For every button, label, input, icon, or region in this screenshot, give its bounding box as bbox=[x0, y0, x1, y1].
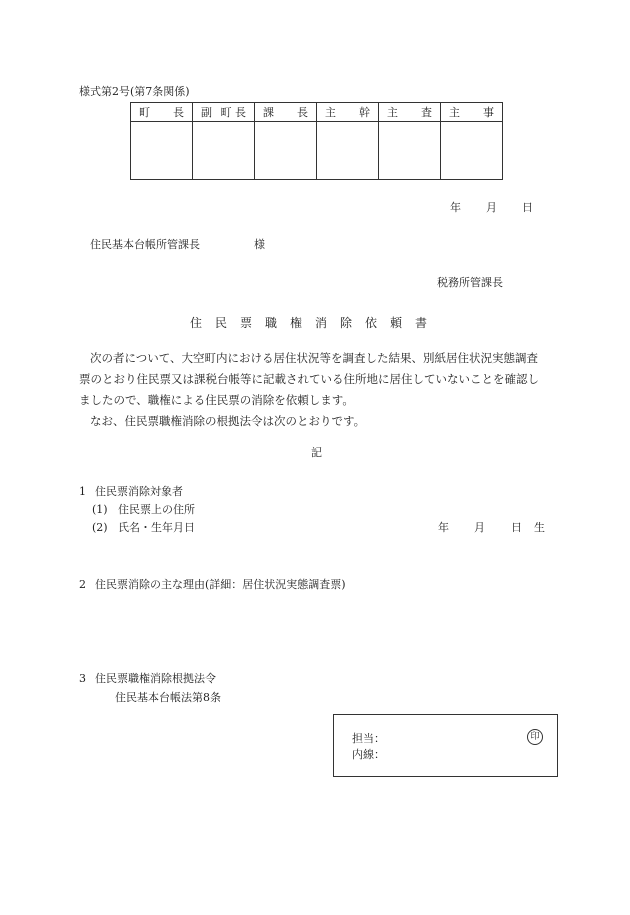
body-line-2: 票のとおり住民票又は課税台帳等に記載されている住所地に居住していないことを確認し bbox=[79, 372, 539, 386]
approval-stamp-cell[interactable] bbox=[441, 122, 503, 180]
body-line-3: ましたので、職権による住民票の消除を依頼します。 bbox=[79, 393, 354, 407]
seal-mark-icon: 印 bbox=[527, 729, 543, 745]
approval-header-row bbox=[131, 103, 503, 122]
approval-header-mayor: 町 長 bbox=[131, 103, 193, 122]
body-line-4: なお、住民票職権消除の根拠法令は次のとおりです。 bbox=[90, 414, 366, 428]
body-line-1: 次の者について、大空町内における居住状況等を調査した結果、別紙居住状況実態調査 bbox=[90, 351, 539, 365]
approval-header-clerk: 主 事 bbox=[441, 103, 503, 122]
contact-person-label: 担当： bbox=[352, 732, 385, 745]
section2-number: 2 bbox=[79, 578, 86, 591]
approval-header-senior-officer: 主 幹 bbox=[317, 103, 379, 122]
approval-stamp-cell[interactable] bbox=[131, 122, 193, 180]
date-day: 日 bbox=[522, 201, 533, 214]
section2-heading: 住民票消除の主な理由(詳細：居住状況実態調査票) bbox=[95, 578, 346, 591]
contact-box bbox=[333, 714, 558, 777]
date-month: 月 bbox=[486, 201, 497, 214]
section1-number: 1 bbox=[79, 485, 86, 498]
section1-item2-label: 氏名・生年月日 bbox=[118, 521, 195, 534]
approval-stamp-cell[interactable] bbox=[255, 122, 317, 180]
section1-item1-number: (1) bbox=[92, 503, 108, 516]
section1-item1-label: 住民票上の住所 bbox=[118, 503, 195, 516]
body-text bbox=[79, 348, 559, 432]
section3-law: 住民基本台帳法第8条 bbox=[115, 691, 221, 704]
birth-day: 日 bbox=[511, 521, 522, 534]
section3-heading: 住民票職権消除根拠法令 bbox=[95, 672, 216, 685]
section3-number: 3 bbox=[79, 672, 86, 685]
date-year: 年 bbox=[450, 201, 461, 214]
addressee-honorific: 様 bbox=[254, 238, 265, 251]
approval-stamp-cell[interactable] bbox=[193, 122, 255, 180]
approval-header-deputy-mayor: 副 町 長 bbox=[193, 103, 255, 122]
birth-year: 年 bbox=[438, 521, 449, 534]
sender-name: 税務所管課長 bbox=[437, 276, 503, 289]
birth-month: 月 bbox=[474, 521, 485, 534]
approval-stamp-row bbox=[131, 122, 503, 180]
ki-heading: 記 bbox=[311, 446, 322, 459]
approval-stamp-cell[interactable] bbox=[379, 122, 441, 180]
approval-header-section-chief: 課 長 bbox=[255, 103, 317, 122]
approval-stamp-table bbox=[130, 102, 503, 180]
approval-stamp-cell[interactable] bbox=[317, 122, 379, 180]
section1-item2-number: (2) bbox=[92, 521, 108, 534]
document-title: 住民票職権消除依頼書 bbox=[189, 316, 440, 330]
document-title-wrap bbox=[0, 314, 630, 331]
contact-extension-label: 内線： bbox=[352, 748, 385, 761]
birth-suffix: 生 bbox=[534, 521, 545, 534]
approval-header-inspector: 主 査 bbox=[379, 103, 441, 122]
section1-heading: 住民票消除対象者 bbox=[95, 485, 183, 498]
form-id-label: 様式第2号(第7条関係) bbox=[79, 85, 190, 98]
addressee-name: 住民基本台帳所管課長 bbox=[90, 238, 200, 251]
